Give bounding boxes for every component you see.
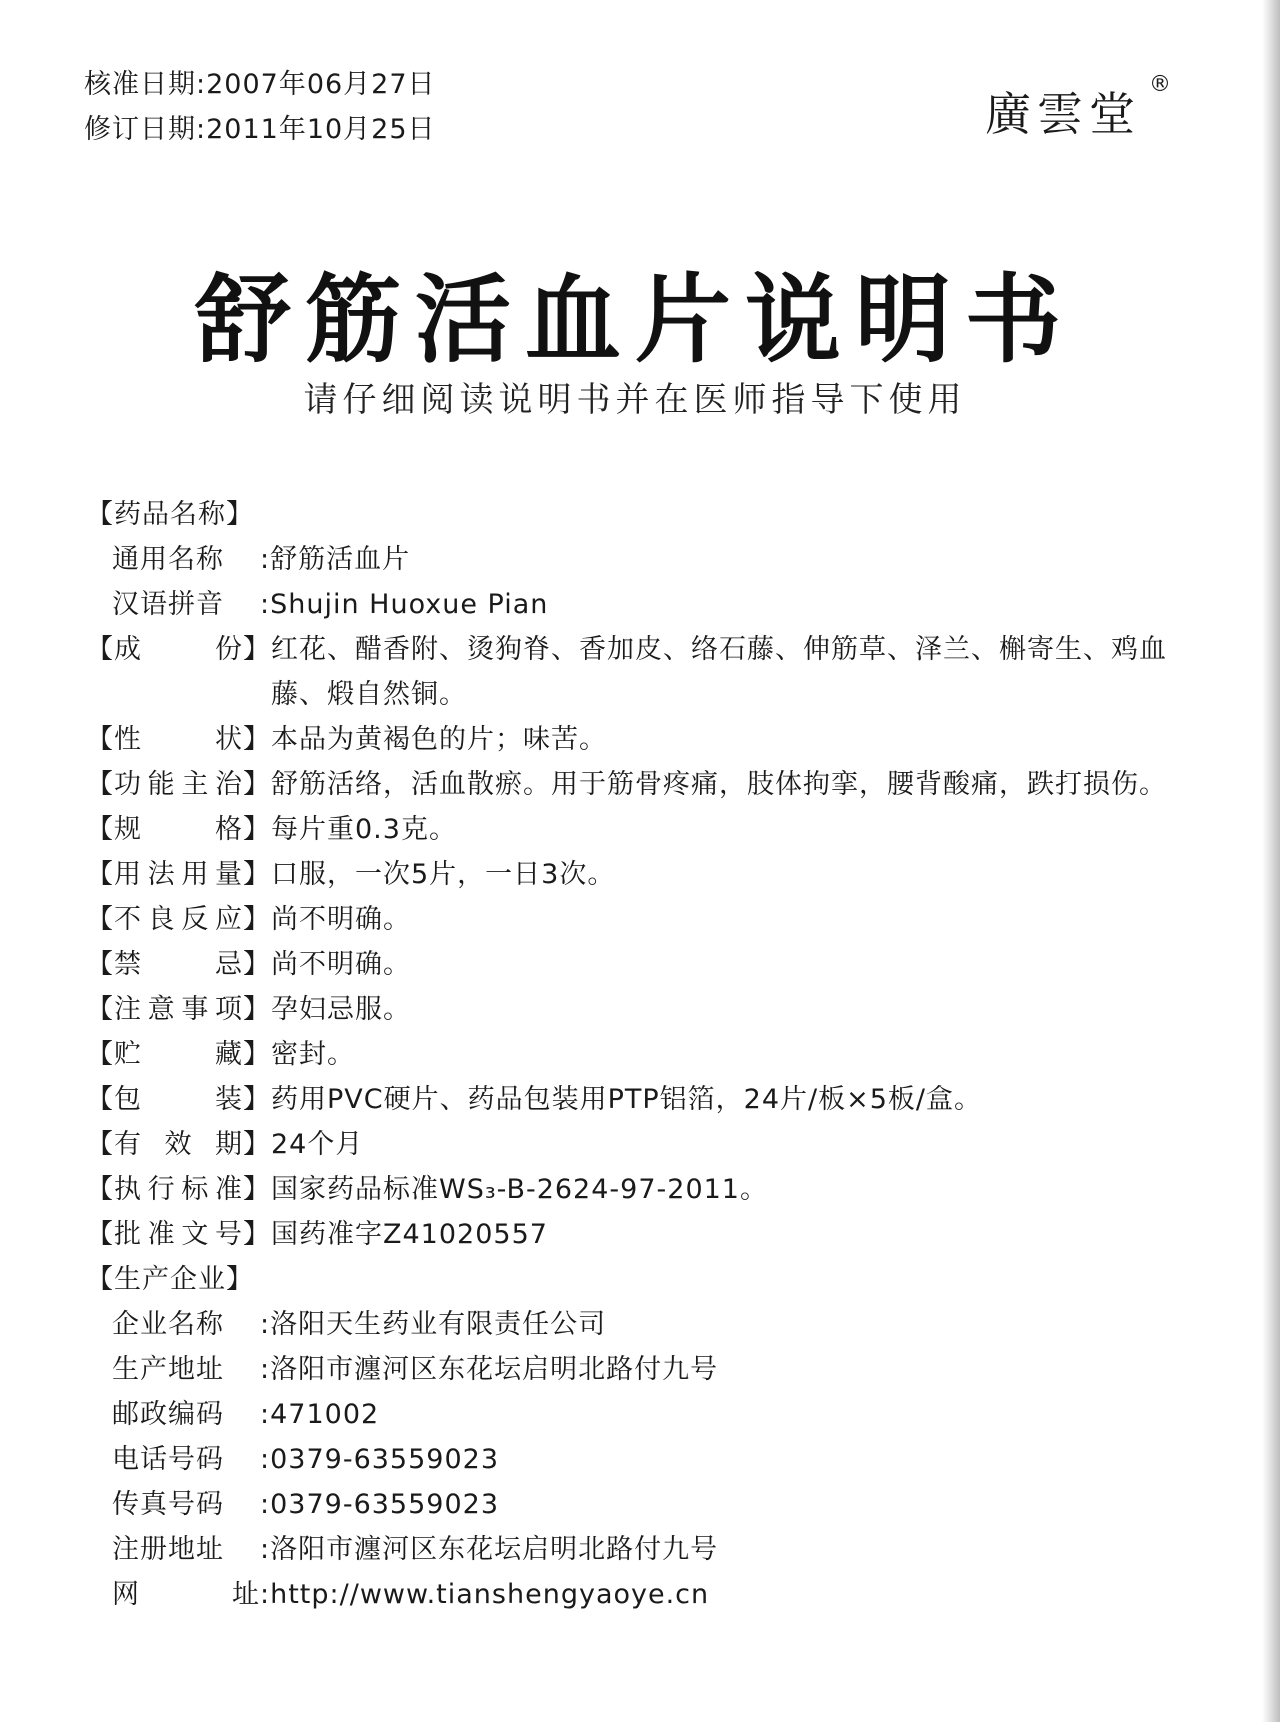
section-manufacturer: 【生产企业】	[86, 1264, 254, 1295]
field-precautions: 【 注 意 事 项 】 孕妇忌服。	[86, 994, 411, 1025]
postcode-row: 邮政编码 : 471002	[112, 1399, 380, 1430]
brand-logo: 廣雲堂 ®	[985, 72, 1171, 141]
website-row: 网 址 : http://www.tianshengyaoye.cn	[86, 1572, 1206, 1617]
field-ingredients: 【 成 份 】 红花、醋香附、烫狗脊、香加皮、络石藤、伸筋草、泽兰、槲寄生、鸡血藤、煅自然铜。	[86, 634, 1167, 710]
field-validity: 【 有 效 期 】 24个月	[86, 1129, 364, 1160]
leaflet-content	[86, 492, 1206, 1617]
fax-row: 传真号码 : 0379-63559023	[112, 1489, 499, 1520]
generic-name-row: 通用名称 : 舒筋活血片	[86, 537, 1206, 582]
company-row: 企业名称 : 洛阳天生药业有限责任公司	[112, 1309, 607, 1340]
production-address-row: 生产地址 : 洛阳市瀍河区东花坛启明北路付九号	[112, 1354, 719, 1385]
pinyin-value: Shujin Huoxue Pian	[270, 589, 549, 620]
field-dosage: 【 用 法 用 量 】 口服，一次5片，一日3次。	[86, 859, 616, 890]
revise-date-line: 修订日期:2011年10月25日	[84, 114, 436, 145]
field-indications: 【 功 能 主 治 】 舒筋活络，活血散瘀。用于筋骨疼痛，肢体拘挛，腰背酸痛，跌打损伤。	[86, 769, 1167, 800]
document-subtitle: 请仔细阅读说明书并在医师指导下使用	[303, 380, 967, 420]
pinyin-row: 汉语拼音 : Shujin Huoxue Pian	[86, 582, 1206, 627]
website-link[interactable]: http://www.tianshengyaoye.cn	[270, 1579, 710, 1610]
field-adverse-reactions: 【 不 良 反 应 】 尚不明确。	[86, 904, 411, 935]
field-spec: 【 规 格 】 每片重0.3克。	[86, 814, 457, 845]
generic-name-label: 通用名称	[112, 544, 224, 575]
registered-address-row: 注册地址 : 洛阳市瀍河区东花坛启明北路付九号	[112, 1534, 719, 1565]
document-title: 舒筋活血片说明书	[195, 264, 1075, 376]
field-standard: 【 执 行 标 准 】 国家药品标准WS₃-B-2624-97-2011。	[86, 1174, 768, 1205]
field-package: 【 包 装 】 药用PVC硬片、药品包装用PTP铝箔，24片/板×5板/盒。	[86, 1084, 983, 1115]
pinyin-label: 汉语拼音	[112, 589, 224, 620]
approve-date-line: 核准日期:2007年06月27日	[84, 69, 436, 100]
section-drug-name: 【药品名称】	[86, 499, 254, 530]
field-storage: 【 贮 藏 】 密封。	[86, 1039, 355, 1070]
registered-mark: ®	[1149, 72, 1171, 97]
field-approval-number: 【 批 准 文 号 】 国药准字Z41020557	[86, 1219, 548, 1250]
header-dates	[84, 62, 436, 152]
generic-name-value: 舒筋活血片	[270, 544, 411, 575]
field-appearance: 【 性 状 】 本品为黄褐色的片；味苦。	[86, 724, 607, 755]
field-contraindications: 【 禁 忌 】 尚不明确。	[86, 949, 411, 980]
phone-row: 电话号码 : 0379-63559023	[112, 1444, 499, 1475]
